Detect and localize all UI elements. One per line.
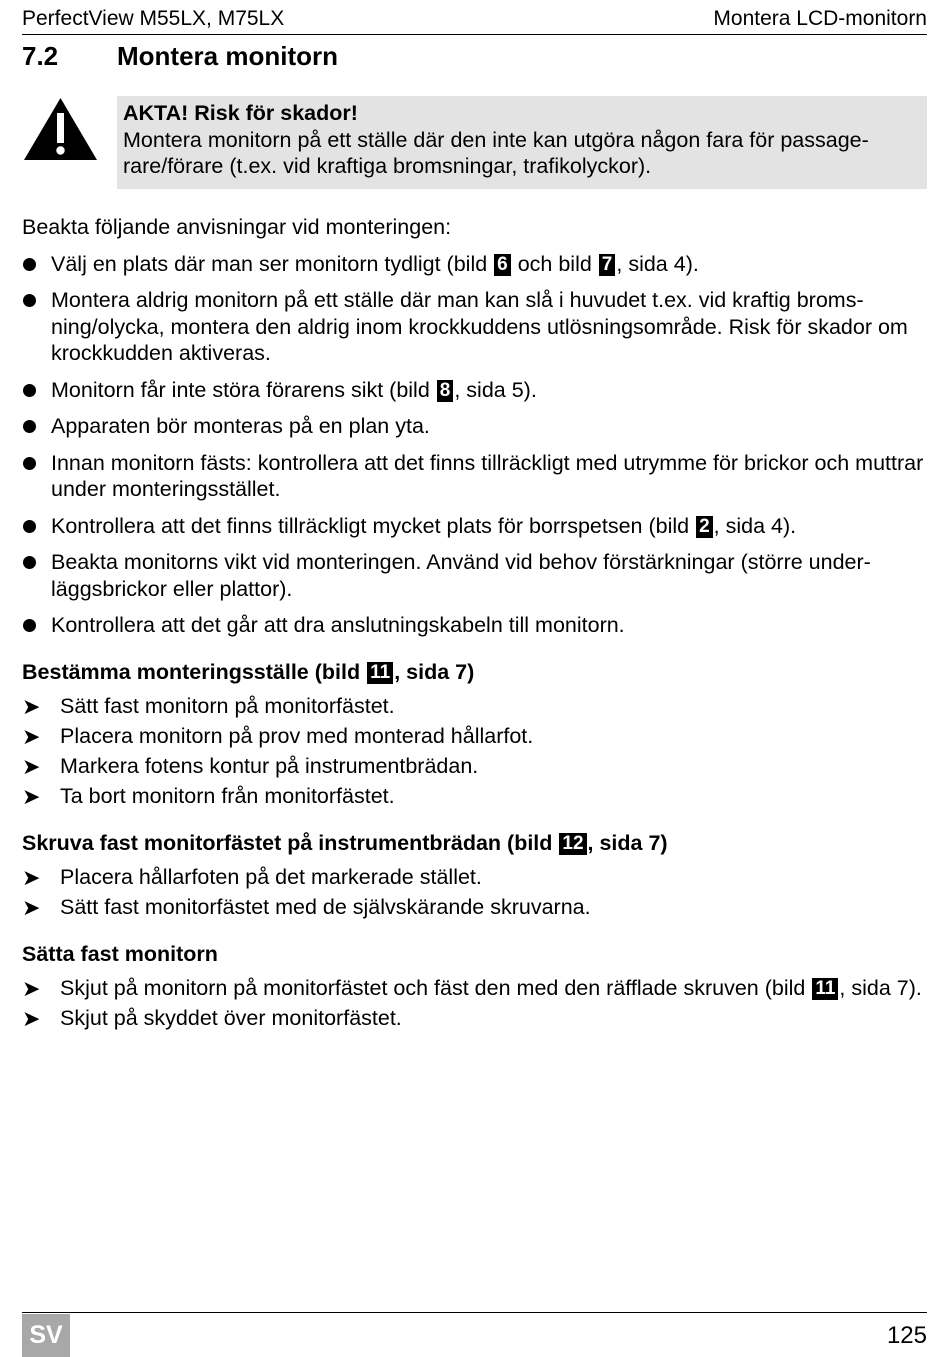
figure-ref-badge: 8 bbox=[437, 380, 454, 402]
instruction-list bbox=[22, 251, 927, 639]
warning-triangle-icon bbox=[22, 96, 99, 162]
step-list bbox=[22, 864, 927, 921]
list-item: Kontrollera att det finns tillräckligt mycket plats för borrspetsen (bild 2 , sida 4). bbox=[22, 513, 927, 540]
section-heading: Montera monitorn bbox=[117, 41, 338, 71]
bullet-icon bbox=[23, 556, 36, 569]
list-item: Apparaten bör monteras på en plan yta. bbox=[22, 413, 927, 440]
step-item: ➤ Sätt fast monitorn på monitorfästet. bbox=[22, 694, 395, 719]
list-item: Välj en plats där man ser monitorn tydligt (bild 6 och bild 7 , sida 4). bbox=[22, 251, 927, 278]
figure-ref-badge: 11 bbox=[812, 978, 838, 1000]
arrow-icon: ➤ bbox=[22, 895, 41, 920]
content bbox=[22, 214, 927, 1035]
step-list bbox=[22, 693, 927, 810]
page-number: 125 bbox=[886, 1322, 927, 1349]
subheading-attach-monitor: Sätta fast monitorn bbox=[22, 941, 218, 966]
list-item: Kontrollera att det går att dra anslutningskabeln till monitorn. bbox=[22, 612, 927, 639]
intro-text: Beakta följande anvisningar vid monteringen: bbox=[22, 215, 452, 239]
figure-ref-badge: 7 bbox=[599, 254, 616, 276]
bullet-icon bbox=[23, 420, 36, 433]
arrow-icon: ➤ bbox=[22, 694, 41, 719]
step-item: ➤ Markera fotens kontur på instrumentbrädan. bbox=[22, 754, 479, 779]
step-item: ➤ Sätt fast monitorfästet med de självskärande skruvarna. bbox=[22, 895, 591, 920]
footer-divider bbox=[22, 1312, 927, 1313]
arrow-icon: ➤ bbox=[22, 724, 41, 749]
step-item: ➤ Skjut på skyddet över monitorfästet. bbox=[22, 1006, 402, 1031]
step-item: ➤ Ta bort monitorn från monitorfästet. bbox=[22, 784, 395, 809]
language-badge: SV bbox=[22, 1314, 70, 1357]
bullet-icon bbox=[23, 457, 36, 470]
arrow-icon: ➤ bbox=[22, 784, 41, 809]
figure-ref-badge: 11 bbox=[367, 662, 393, 684]
bullet-icon bbox=[23, 384, 36, 397]
step-item: ➤ Skjut på monitorn på monitorfästet och fäst den med den räfflade skruven (bild 11 , sida 7). bbox=[22, 976, 922, 1001]
bullet-icon bbox=[23, 520, 36, 533]
step-item: ➤ Placera hållarfoten på det markerade stället. bbox=[22, 865, 482, 890]
arrow-icon: ➤ bbox=[22, 976, 41, 1001]
warning-text: Montera monitorn på ett ställe där den inte kan utgöra någon fara för passagerare/förare (t.ex. vid kraftiga bromsningar, trafikolyckor). bbox=[123, 127, 869, 178]
section-title bbox=[22, 38, 338, 74]
figure-ref-badge: 2 bbox=[696, 516, 713, 538]
arrow-icon: ➤ bbox=[22, 865, 41, 890]
warning-box bbox=[117, 96, 927, 189]
step-list bbox=[22, 975, 927, 1032]
list-item: Innan monitorn fästs: kontrollera att det finns tillräckligt med utrymme för brickor och muttrar under monteringsstället. bbox=[22, 450, 927, 503]
list-item: Monitorn får inte störa förarens sikt (bild 8 , sida 5). bbox=[22, 377, 927, 404]
list-item: Montera aldrig monitorn på ett ställe där man kan slå i huvudet t.ex. vid kraftig bromsning/olycka, montera den aldrig inom krockkuddens utlösningsområde. Risk för skador om krockkudden aktiveras. bbox=[22, 287, 927, 367]
bullet-icon bbox=[23, 619, 36, 632]
header-product: PerfectView M55LX, M75LX bbox=[22, 7, 285, 30]
warning-title: AKTA! Risk för skador! bbox=[123, 101, 358, 125]
subheading-mounting-location: Bestämma monteringsställe (bild 11 , sida 7) bbox=[22, 659, 475, 684]
arrow-icon: ➤ bbox=[22, 754, 41, 779]
page-header bbox=[22, 4, 927, 35]
section-number: 7.2 bbox=[22, 41, 59, 71]
arrow-icon: ➤ bbox=[22, 1006, 41, 1031]
figure-ref-badge: 6 bbox=[494, 254, 511, 276]
step-item: ➤ Placera monitorn på prov med monterad hållarfot. bbox=[22, 724, 534, 749]
bullet-icon bbox=[23, 258, 36, 271]
bullet-icon bbox=[23, 294, 36, 307]
figure-ref-badge: 12 bbox=[559, 833, 586, 855]
list-item: Beakta monitorns vikt vid monteringen. Använd vid behov förstärkningar (större underläggsbrickor eller plattor). bbox=[22, 549, 927, 602]
header-chapter: Montera LCD-monitorn bbox=[713, 7, 927, 30]
subheading-screw-bracket: Skruva fast monitorfästet på instrumentbrädan (bild 12 , sida 7) bbox=[22, 830, 668, 855]
